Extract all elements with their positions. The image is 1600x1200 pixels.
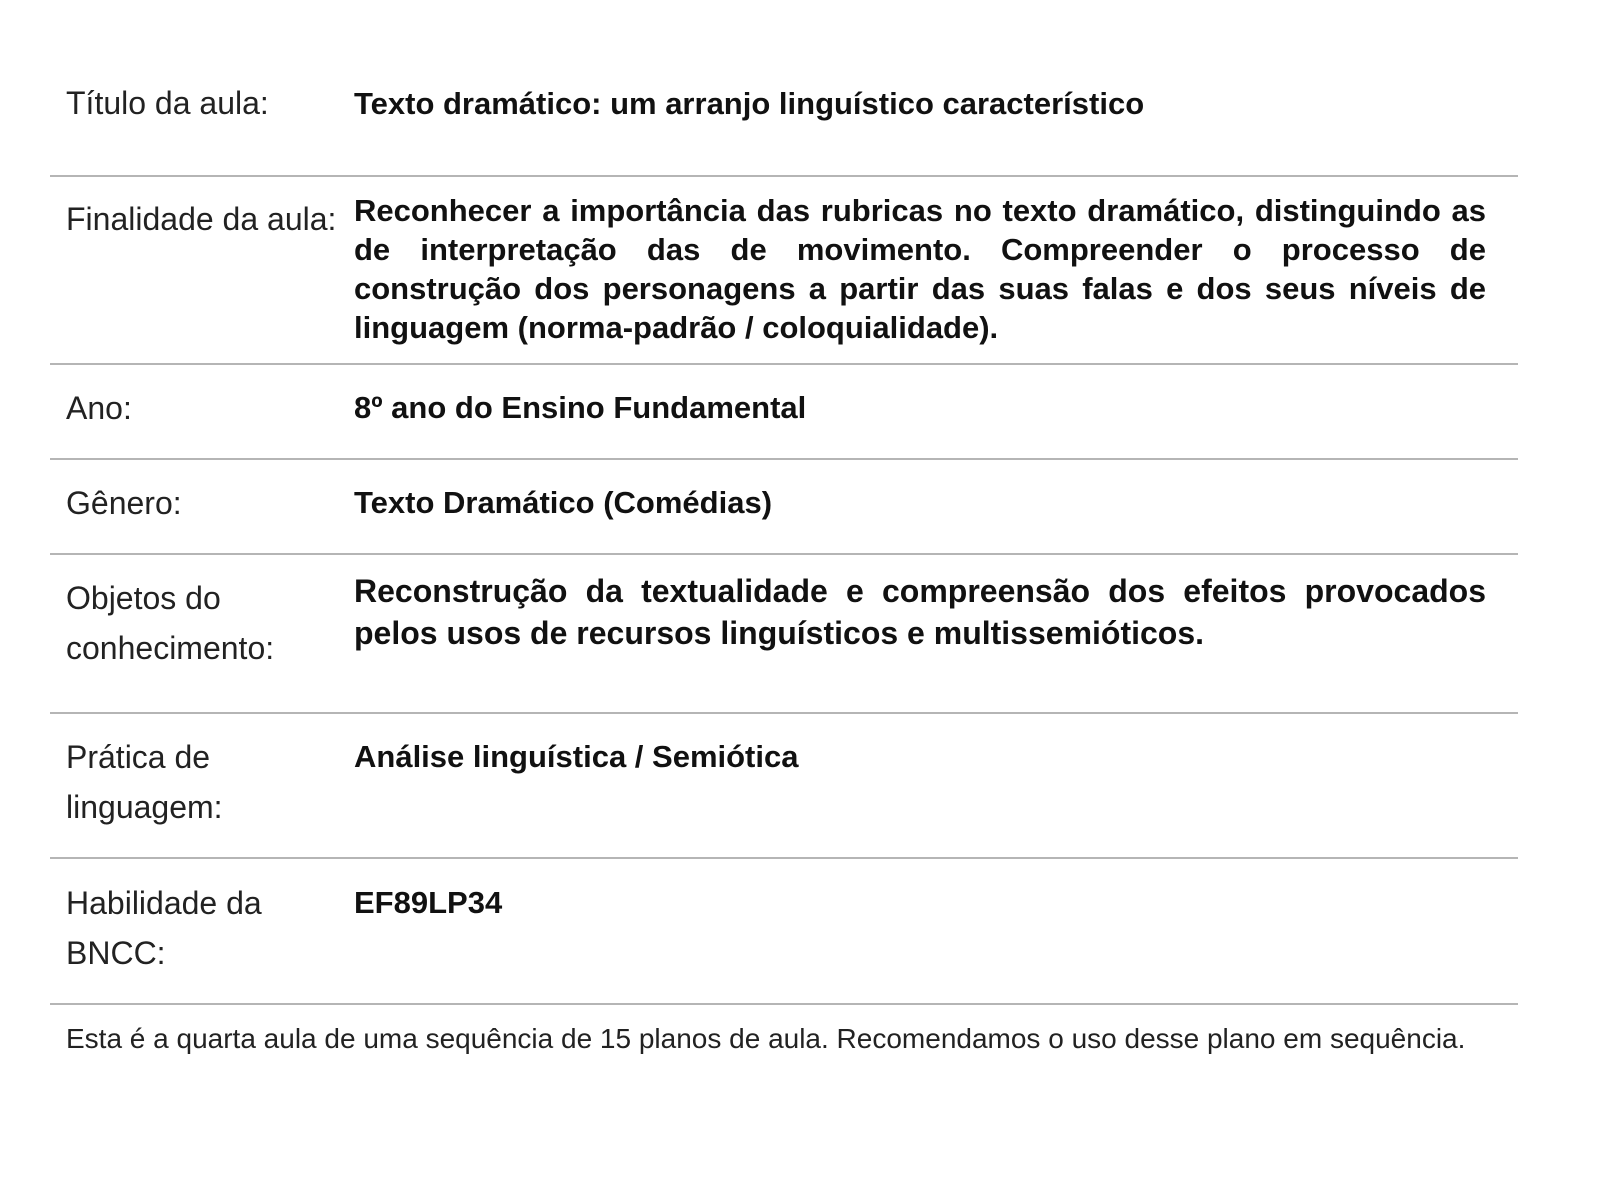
sequence-note: Esta é a quarta aula de uma sequência de 15 planos de aula. Recomendamos o uso desse plano em sequência. — [66, 1023, 1466, 1054]
row-value: 8º ano do Ensino Fundamental — [354, 390, 807, 425]
row-genero — [50, 460, 1518, 555]
row-value: EF89LP34 — [354, 885, 503, 920]
row-habilidade — [50, 859, 1518, 1005]
row-label: Prática de linguagem: — [66, 739, 223, 825]
row-label: Título da aula: — [66, 85, 269, 121]
row-ano — [50, 365, 1518, 460]
row-value: Reconhecer a importância das rubricas no texto dramático, distinguindo as de interpretação das de movimento. Compreender o processo de construção dos personagens a partir das suas falas e dos seus níveis de linguagem (norma-padrão / coloquialidade). — [354, 193, 1486, 345]
row-finalidade — [50, 177, 1518, 365]
row-titulo — [50, 30, 1518, 177]
row-value: Reconstrução da textualidade e compreensão dos efeitos provocados pelos usos de recursos linguísticos e multissemióticos. — [354, 573, 1486, 651]
row-label: Finalidade da aula: — [66, 201, 337, 237]
row-value: Análise linguística / Semiótica — [354, 739, 799, 774]
row-value: Texto Dramático (Comédias) — [354, 485, 773, 520]
row-label: Habilidade da BNCC: — [66, 885, 262, 971]
row-value: Texto dramático: um arranjo linguístico característico — [354, 86, 1145, 121]
row-pratica — [50, 714, 1518, 859]
row-label: Objetos do conhecimento: — [66, 580, 275, 666]
lesson-plan-table — [50, 30, 1518, 1005]
row-label: Ano: — [66, 390, 132, 426]
row-label: Gênero: — [66, 485, 182, 521]
row-objetos — [50, 555, 1518, 714]
